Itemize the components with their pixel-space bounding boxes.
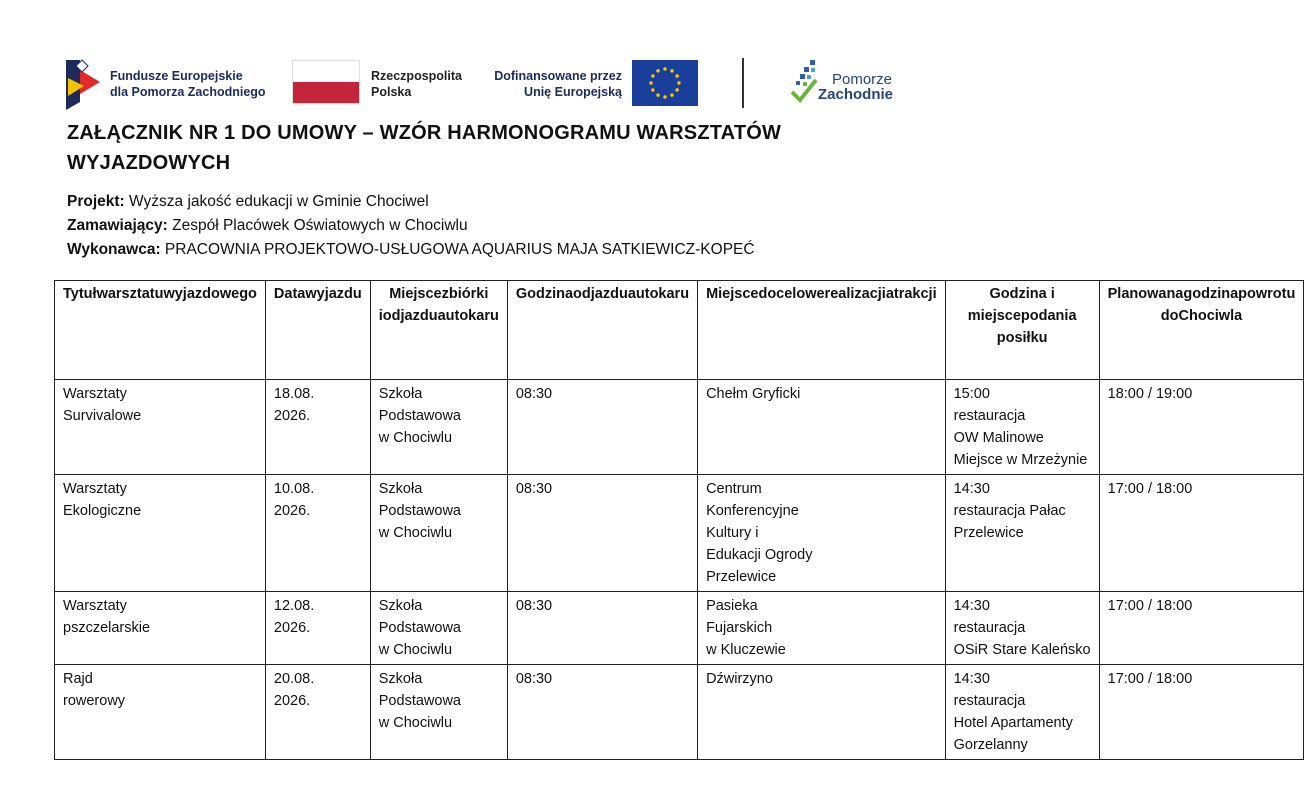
pomorze-text: Pomorze Zachodnie <box>818 71 894 103</box>
table-cell: 08:30 <box>507 475 697 592</box>
fundusze-text: Fundusze Europejskie dla Pomorza Zachodniego <box>110 69 266 99</box>
table-cell: Dźwirzyno <box>698 665 946 760</box>
eu-star-icon <box>656 69 659 72</box>
table-cell: Chełm Gryficki <box>698 380 946 475</box>
fundusze-europejskie-logo <box>66 50 106 110</box>
schedule-table <box>54 280 1304 760</box>
table-cell: 17:00 / 18:00 <box>1099 592 1304 665</box>
table-cell: Warsztaty Ekologiczne <box>55 475 266 592</box>
eu-star-icon <box>649 81 652 84</box>
polish-flag <box>292 60 360 104</box>
table-cell: Warsztaty Survivalowe <box>55 380 266 475</box>
column-header: Godzina i miejscepodania posiłku <box>945 281 1099 380</box>
table-cell: 18:00 / 19:00 <box>1099 380 1304 475</box>
table-cell: 15:00 restauracja OW Malinowe Miejsce w Mrzeżynie <box>945 380 1099 475</box>
column-header: Miejscedocelowerealizacjiatrakcji <box>698 281 946 380</box>
table-cell: 14:30 restauracja Pałac Przelewice <box>945 475 1099 592</box>
table-cell: 17:00 / 18:00 <box>1099 475 1304 592</box>
meta-client: Zamawiający: Zespół Placówek Oświatowych w Chociwlu <box>67 217 468 234</box>
eu-star-icon <box>663 95 666 98</box>
table-cell: Rajd rowerowy <box>55 665 266 760</box>
table-cell: 14:30 restauracja Hotel Apartamenty Gorzelanny <box>945 665 1099 760</box>
table-cell: 08:30 <box>507 380 697 475</box>
table-cell: 08:30 <box>507 592 697 665</box>
table-cell: 12.08. 2026. <box>265 592 370 665</box>
table-cell: Warsztaty pszczelarskie <box>55 592 266 665</box>
eu-star-icon <box>663 67 666 70</box>
eu-star-icon <box>677 81 680 84</box>
table-cell: Pasieka Fujarskich w Kluczewie <box>698 592 946 665</box>
table-cell: 20.08. 2026. <box>265 665 370 760</box>
eu-flag-icon <box>632 60 698 106</box>
eu-star-icon <box>656 93 659 96</box>
table-cell: Szkoła Podstawowa w Chociwlu <box>370 665 507 760</box>
table-cell: Szkoła Podstawowa w Chociwlu <box>370 380 507 475</box>
table-row <box>55 665 1304 760</box>
column-header: Tytułwarsztatuwyjazdowego <box>55 281 266 380</box>
meta-project: Projekt: Wyższa jakość edukacji w Gminie Chociwel <box>67 193 429 210</box>
eu-star-icon <box>651 74 654 77</box>
eu-star-icon <box>651 88 654 91</box>
column-header: Datawyjazdu <box>265 281 370 380</box>
column-header: Planowanagodzinapowrotu doChociwla <box>1099 281 1304 380</box>
table-row <box>55 380 1304 475</box>
table-row <box>55 475 1304 592</box>
eu-star-icon <box>670 69 673 72</box>
table-header-row <box>55 281 1304 380</box>
eu-funding-text: Dofinansowane przez Unię Europejską <box>494 69 622 99</box>
rzeczpospolita-text: Rzeczpospolita Polska <box>371 69 462 99</box>
table-cell: Szkoła Podstawowa w Chociwlu <box>370 592 507 665</box>
eu-star-icon <box>670 93 673 96</box>
meta-contractor: Wykonawca: PRACOWNIA PROJEKTOWO-USŁUGOWA AQUARIUS MAJA SATKIEWICZ-KOPEĆ <box>67 241 755 258</box>
document-title: ZAŁĄCZNIK NR 1 DO UMOWY – WZÓR HARMONOGRAMU WARSZTATÓW WYJAZDOWYCH <box>67 122 782 174</box>
table-cell: 08:30 <box>507 665 697 760</box>
table-cell: 14:30 restauracja OSiR Stare Kaleńsko <box>945 592 1099 665</box>
column-header: Miejscezbiórki iodjazduautokaru <box>370 281 507 380</box>
table-row <box>55 592 1304 665</box>
eu-star-icon <box>675 74 678 77</box>
table-cell: 18.08. 2026. <box>265 380 370 475</box>
table-cell: 17:00 / 18:00 <box>1099 665 1304 760</box>
table-cell: Szkoła Podstawowa w Chociwlu <box>370 475 507 592</box>
logo-bar <box>0 50 967 120</box>
logo-divider <box>742 58 744 108</box>
column-header: Godzinaodjazduautokaru <box>507 281 697 380</box>
project-meta <box>67 190 755 262</box>
eu-star-icon <box>675 88 678 91</box>
table-cell: Centrum Konferencyjne Kultury i Edukacji Ogrody Przelewice <box>698 475 946 592</box>
table-cell: 10.08. 2026. <box>265 475 370 592</box>
